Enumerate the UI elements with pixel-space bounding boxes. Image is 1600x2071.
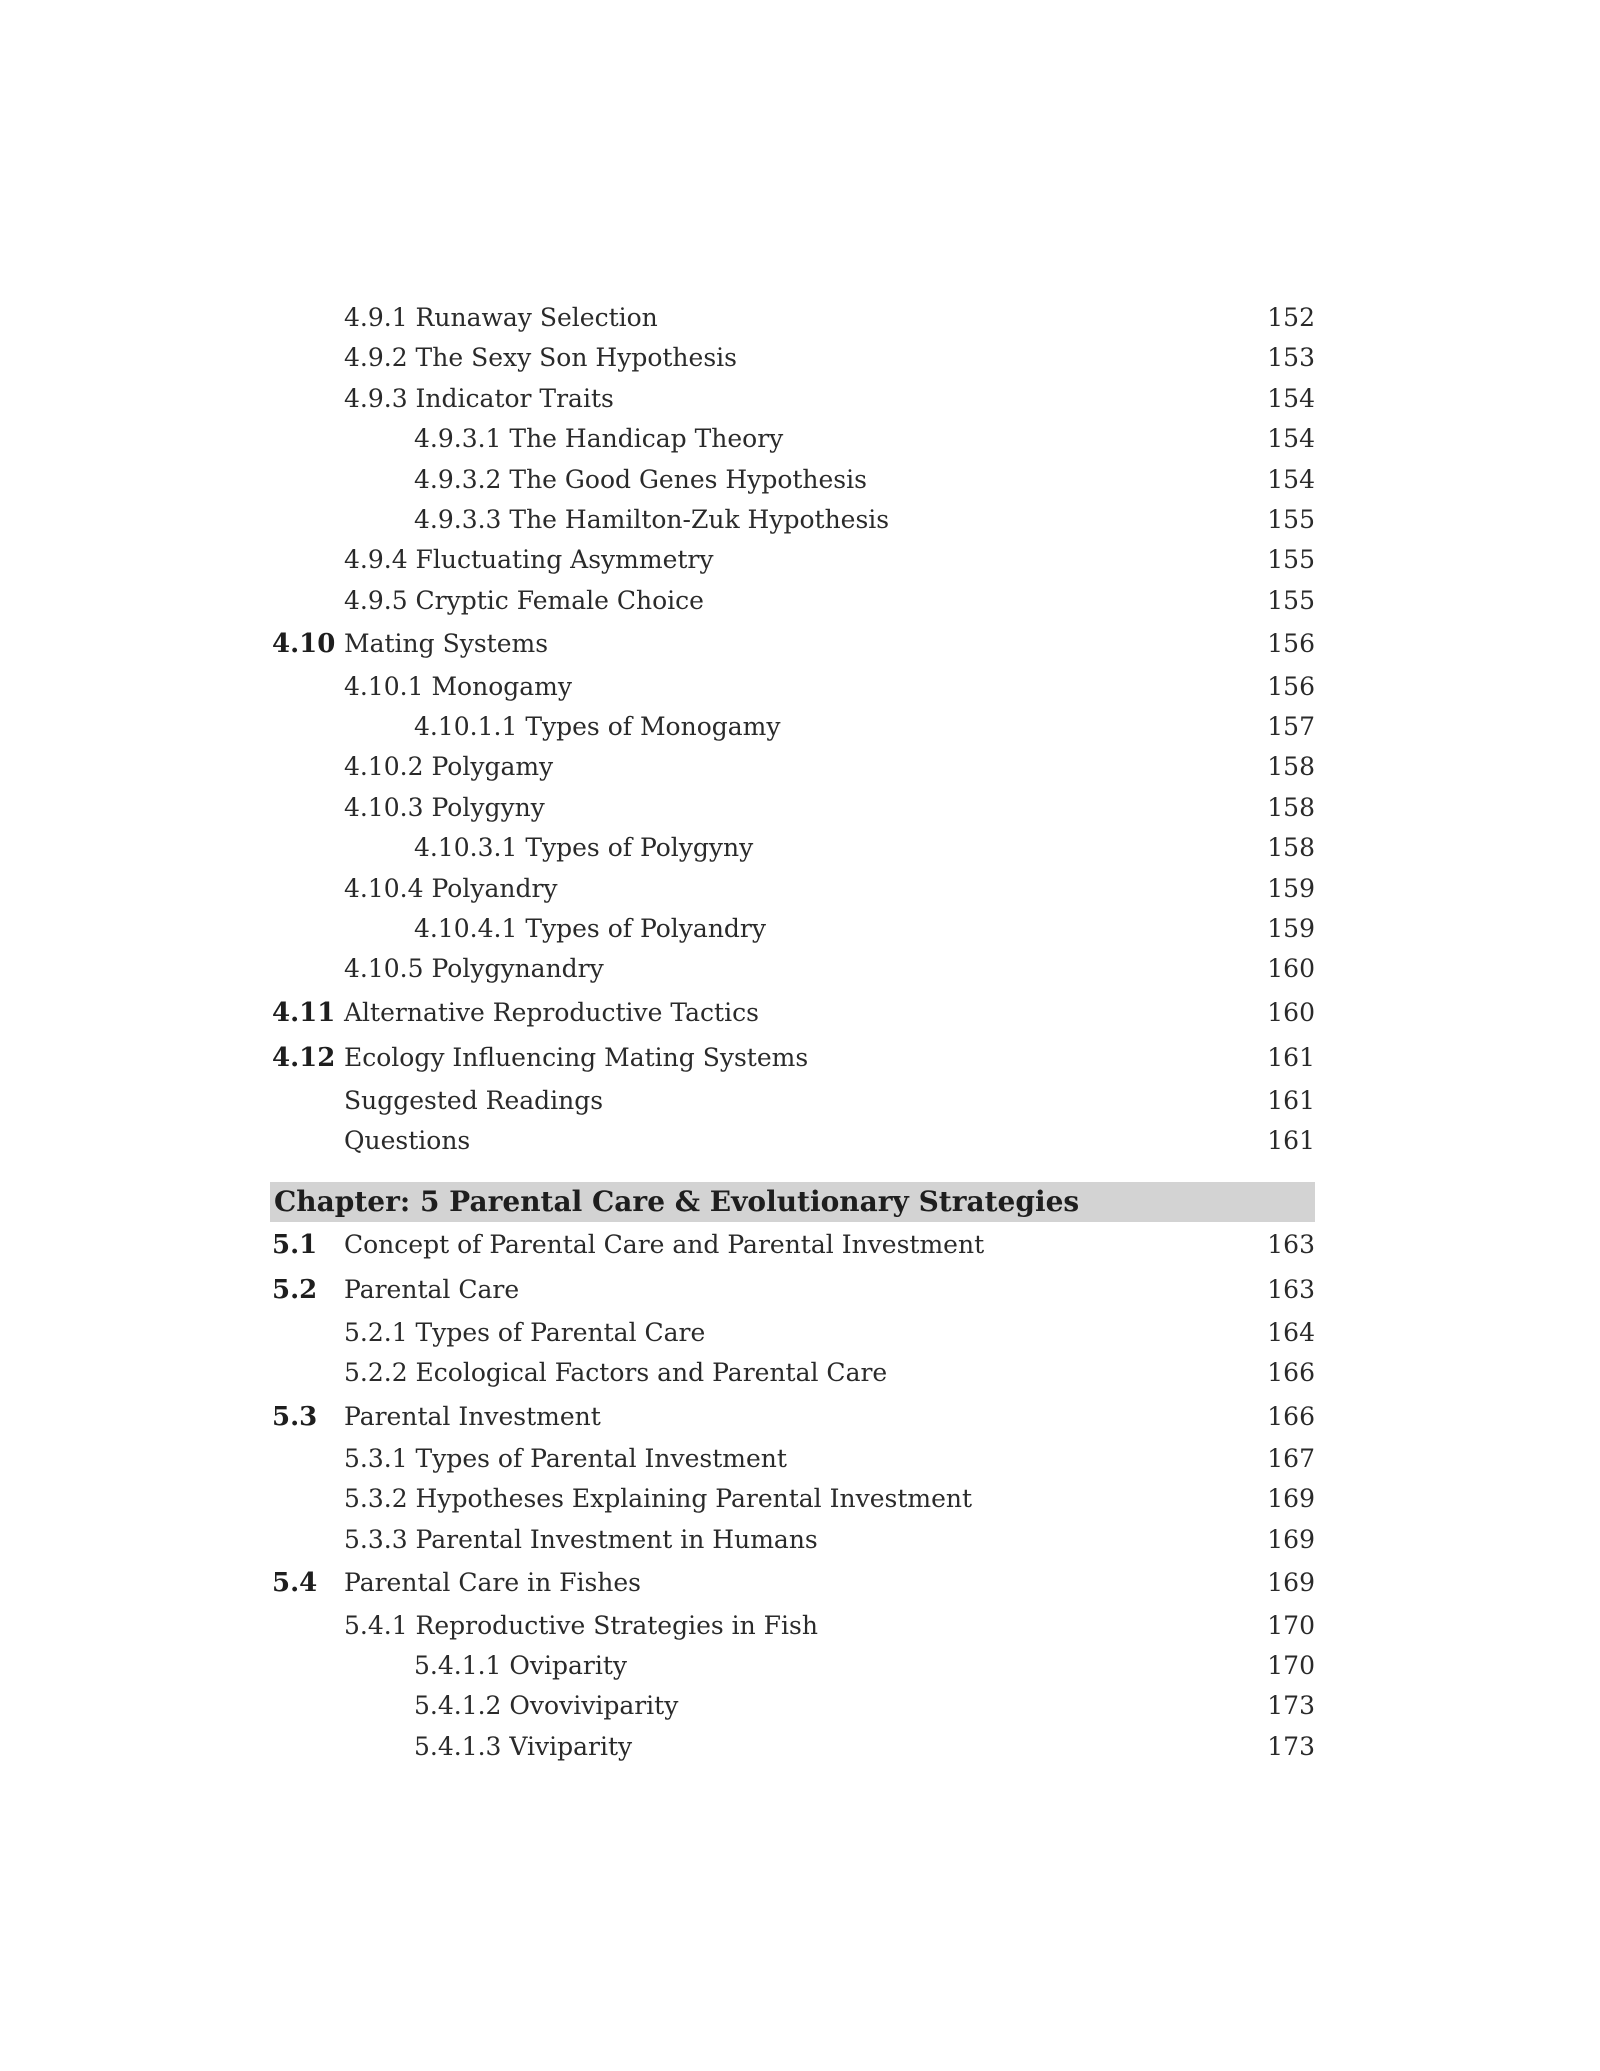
toc-entry-page-number: 166	[1267, 1401, 1315, 1431]
toc-entry-page-number: 164	[1267, 1317, 1315, 1347]
toc-entry-page-number: 169	[1267, 1484, 1315, 1514]
toc-entry-title: 5.4.1.1 Oviparity	[414, 1651, 628, 1680]
toc-entry-title: 5.2.2 Ecological Factors and Parental Care	[344, 1358, 888, 1388]
toc-entry-title: 4.10.1 Monogamy	[344, 671, 573, 701]
toc-entry-title: 5.3.1 Types of Parental Investment	[344, 1444, 787, 1473]
toc-entry[interactable]	[270, 993, 1315, 1033]
toc-entry-page-number: 173	[1267, 1731, 1315, 1761]
toc-entry-page-number: 158	[1267, 792, 1315, 822]
toc-entry-title: 4.10.4 Polyandry	[344, 873, 558, 903]
toc-entry[interactable]	[270, 624, 1315, 664]
toc-entry-title: Ecology Influencing Mating Systems	[344, 1043, 809, 1073]
toc-entry[interactable]	[270, 1397, 1315, 1437]
toc-entry-number: 4.10	[272, 629, 336, 660]
toc-entry-page-number: 155	[1267, 505, 1315, 534]
toc-entry-page-number: 155	[1267, 585, 1315, 615]
toc-entry-title: 4.9.2 The Sexy Son Hypothesis	[344, 343, 737, 373]
toc-entry-number: 5.4	[272, 1568, 318, 1599]
toc-entry-page-number: 157	[1267, 712, 1315, 741]
toc-entry-page-number: 163	[1267, 1230, 1315, 1259]
toc-entry-title: 4.9.3.3 The Hamilton-Zuk Hypothesis	[414, 505, 890, 534]
toc-entry[interactable]	[270, 540, 1315, 580]
toc-entry[interactable]	[270, 1313, 1315, 1353]
chapter-heading: Chapter: 5 Parental Care & Evolutionary Strategies	[270, 1182, 1315, 1222]
toc-entry[interactable]	[270, 1225, 1315, 1265]
toc-entry[interactable]	[270, 707, 1315, 747]
toc-entry-page-number: 160	[1267, 954, 1315, 984]
toc-entry-page-number: 169	[1267, 1568, 1315, 1598]
toc-entry-title: 4.10.3 Polygyny	[344, 792, 545, 822]
toc-entry-page-number: 170	[1267, 1610, 1315, 1640]
toc-entry-title: 5.3.3 Parental Investment in Humans	[344, 1524, 818, 1554]
toc-entry-title: 4.9.3 Indicator Traits	[344, 383, 614, 413]
toc-entry-page-number: 153	[1267, 343, 1315, 373]
toc-entry-number: 5.2	[272, 1275, 318, 1306]
toc-entry[interactable]	[270, 379, 1315, 419]
toc-entry[interactable]	[270, 1646, 1315, 1686]
toc-entry[interactable]	[270, 1353, 1315, 1393]
toc-entry-page-number: 173	[1267, 1691, 1315, 1721]
toc-entry-title: 4.9.5 Cryptic Female Choice	[344, 585, 704, 615]
toc-entry-title: Parental Care in Fishes	[344, 1568, 642, 1598]
toc-entry-number: 5.1	[272, 1230, 318, 1260]
toc-entry[interactable]	[270, 949, 1315, 989]
toc-entry[interactable]	[270, 298, 1315, 338]
toc-entry-page-number: 155	[1267, 545, 1315, 575]
toc-entry-number: 4.12	[272, 1043, 336, 1074]
toc-entry-page-number: 154	[1267, 383, 1315, 413]
toc-entry[interactable]	[270, 909, 1315, 949]
toc-entry[interactable]	[270, 1270, 1315, 1310]
toc-entry-number: 4.11	[272, 997, 336, 1028]
toc-entry-title: 4.10.2 Polygamy	[344, 752, 554, 782]
toc-entry[interactable]	[270, 581, 1315, 621]
toc-entry-page-number: 154	[1267, 424, 1315, 454]
toc-entry-title: 5.4.1 Reproductive Strategies in Fish	[344, 1610, 818, 1640]
toc-entry-title: 4.9.4 Fluctuating Asymmetry	[344, 545, 714, 575]
toc-entry[interactable]	[270, 1479, 1315, 1519]
toc-entry-page-number: 156	[1267, 671, 1315, 701]
toc-entry-title: Alternative Reproductive Tactics	[344, 997, 759, 1027]
toc-entry-title: Parental Care	[344, 1275, 520, 1305]
toc-entry-page-number: 167	[1267, 1444, 1315, 1473]
toc-entry-page-number: 166	[1267, 1358, 1315, 1388]
toc-entry-number: 5.3	[272, 1401, 318, 1432]
toc-entry-title: Concept of Parental Care and Parental Investment	[344, 1230, 985, 1259]
toc-entry-page-number: 154	[1267, 464, 1315, 494]
toc-entry[interactable]	[270, 1686, 1315, 1726]
toc-entry-page-number: 161	[1267, 1126, 1315, 1155]
toc-entry-title: 5.4.1.2 Ovoviviparity	[414, 1691, 679, 1721]
toc-entry-page-number: 156	[1267, 629, 1315, 659]
toc-entry-title: Questions	[344, 1126, 471, 1155]
toc-entry-page-number: 158	[1267, 752, 1315, 782]
toc-entry-title: 4.10.4.1 Types of Polyandry	[414, 914, 767, 943]
toc-entry-title: Suggested Readings	[344, 1085, 604, 1115]
toc-entry-title: Mating Systems	[344, 629, 549, 659]
toc-entry-page-number: 163	[1267, 1275, 1315, 1305]
toc-entry[interactable]	[270, 1727, 1315, 1767]
toc-entry[interactable]	[270, 1563, 1315, 1603]
toc-entry-page-number: 169	[1267, 1524, 1315, 1554]
toc-entry[interactable]	[270, 1439, 1315, 1479]
toc-entry-page-number: 159	[1267, 873, 1315, 903]
toc-entry[interactable]	[270, 1520, 1315, 1560]
toc-entry-title: 4.10.3.1 Types of Polygyny	[414, 833, 754, 863]
toc-entry[interactable]	[270, 869, 1315, 909]
toc-entry-page-number: 159	[1267, 914, 1315, 943]
toc-entry[interactable]	[270, 1038, 1315, 1078]
toc-entry[interactable]	[270, 500, 1315, 540]
toc-entry[interactable]	[270, 747, 1315, 787]
toc-entry-title: 5.2.1 Types of Parental Care	[344, 1317, 706, 1347]
toc-entry-title: 4.9.3.2 The Good Genes Hypothesis	[414, 464, 867, 494]
toc-entry[interactable]	[270, 1121, 1315, 1161]
toc-entry[interactable]	[270, 667, 1315, 707]
toc-entry-page-number: 152	[1267, 303, 1315, 332]
toc-entry-title: 4.9.3.1 The Handicap Theory	[414, 424, 784, 454]
toc-entry[interactable]	[270, 828, 1315, 868]
toc-entry-page-number: 160	[1267, 997, 1315, 1027]
toc-entry[interactable]	[270, 1081, 1315, 1121]
toc-entry[interactable]	[270, 460, 1315, 500]
toc-entry-page-number: 158	[1267, 833, 1315, 863]
toc-entry-page-number: 161	[1267, 1085, 1315, 1115]
toc-entry-page-number: 161	[1267, 1043, 1315, 1073]
toc-entry[interactable]	[270, 1606, 1315, 1646]
toc-entry[interactable]	[270, 788, 1315, 828]
toc-entry-title: Parental Investment	[344, 1401, 601, 1431]
toc-entry-title: 4.10.1.1 Types of Monogamy	[414, 712, 781, 741]
toc-entry-page-number: 170	[1267, 1651, 1315, 1680]
toc-entry-title: 5.3.2 Hypotheses Explaining Parental Investment	[344, 1484, 973, 1514]
toc-entry[interactable]	[270, 338, 1315, 378]
toc-entry[interactable]	[270, 419, 1315, 459]
toc-entry-title: 4.10.5 Polygynandry	[344, 954, 604, 984]
toc-entry-title: 5.4.1.3 Viviparity	[414, 1731, 633, 1761]
toc-entry-title: 4.9.1 Runaway Selection	[344, 303, 658, 332]
